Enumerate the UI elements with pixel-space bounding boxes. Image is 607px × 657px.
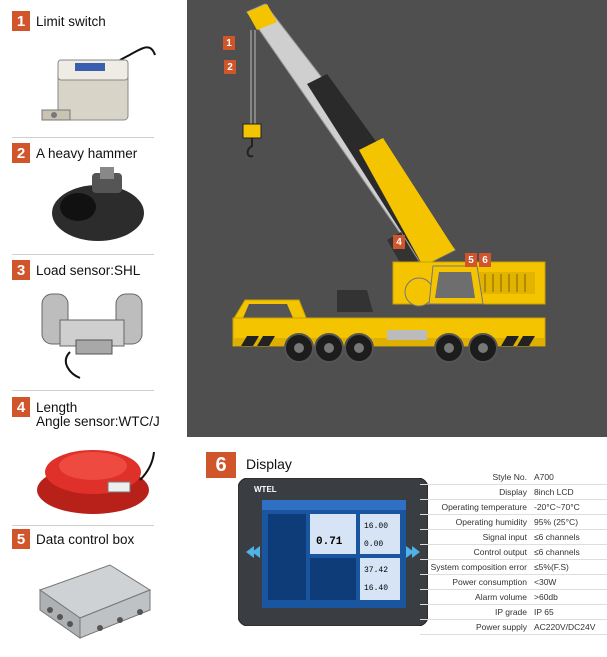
section-5-badge: 5 <box>12 529 30 549</box>
spec-key: IP grade <box>495 607 527 617</box>
spec-key: Operating temperature <box>441 502 527 512</box>
crane-diagram-panel <box>187 0 607 437</box>
display-brand: WTEL <box>254 485 277 494</box>
section-4-badge: 4 <box>12 397 30 417</box>
section-1-title <box>12 10 106 32</box>
spec-key: Style No. <box>492 472 527 482</box>
angle-sensor-image <box>28 432 158 522</box>
spec-key: Display <box>499 487 527 497</box>
crane-marker-5: 5 <box>465 253 477 267</box>
load-sensor-image <box>30 282 160 382</box>
spec-row <box>420 605 607 620</box>
spec-row <box>420 530 607 545</box>
spec-row <box>420 545 607 560</box>
spec-value: >60db <box>534 592 558 602</box>
spec-value: ≤6 channels <box>534 547 580 557</box>
spec-row <box>420 590 607 605</box>
spec-value: -20°C~70°C <box>534 502 580 512</box>
data-control-box-image <box>30 550 160 650</box>
spec-key: Alarm volume <box>475 592 527 602</box>
crane-illustration <box>187 0 607 437</box>
spec-key: Signal input <box>482 532 527 542</box>
section-4-label-2: Angle sensor:WTC/J <box>36 414 160 429</box>
crane-marker-6: 6 <box>479 253 491 267</box>
section-3-title <box>12 259 140 281</box>
spec-value: ≤6 channels <box>534 532 580 542</box>
limit-switch-image <box>30 30 160 135</box>
spec-row <box>420 515 607 530</box>
section-5-label: Data control box <box>36 531 135 547</box>
spec-row <box>420 470 607 485</box>
section-2-title <box>12 142 137 164</box>
display-title: Display <box>246 456 292 472</box>
spec-key: Control output <box>473 547 527 557</box>
spec-row <box>420 500 607 515</box>
screen-value-2: 0.00 <box>364 540 384 549</box>
section-1-badge: 1 <box>12 11 30 31</box>
spec-value: ≤5%(F.S) <box>534 562 569 572</box>
spec-key: Operating humidity <box>455 517 527 527</box>
section-5-title <box>12 528 134 550</box>
section-2-label: A heavy hammer <box>36 145 138 161</box>
crane-marker-4: 4 <box>393 235 405 249</box>
spec-value: 8inch LCD <box>534 487 574 497</box>
spec-key: Power supply <box>475 622 527 632</box>
section-1-label: Limit switch <box>36 13 106 29</box>
spec-key: System composition error <box>430 562 527 572</box>
screen-value-3: 37.42 <box>364 566 389 575</box>
section-3-badge: 3 <box>12 260 30 280</box>
section-2-badge: 2 <box>12 143 30 163</box>
section-4-label: Length <box>36 399 78 415</box>
crane-marker-2: 2 <box>224 60 236 74</box>
display-device-image <box>238 478 428 626</box>
spec-row <box>420 485 607 500</box>
spec-value: AC220V/DC24V <box>534 622 596 632</box>
crane-marker-1: 1 <box>223 36 235 50</box>
spec-row <box>420 575 607 590</box>
spec-row <box>420 620 607 635</box>
spec-key: Power consumption <box>452 577 527 587</box>
screen-value-4: 16.40 <box>364 584 389 593</box>
spec-value: IP 65 <box>534 607 554 617</box>
spec-value: 95% (25°C) <box>534 517 579 527</box>
spec-value: <30W <box>534 577 557 587</box>
screen-value-1: 16.00 <box>364 522 389 531</box>
display-badge: 6 <box>206 452 236 478</box>
heavy-hammer-image <box>30 165 160 250</box>
section-3-label: Load sensor:SHL <box>36 262 141 278</box>
spec-value: A700 <box>534 472 554 482</box>
spec-row <box>420 560 607 575</box>
screen-main-value: 0.71 <box>316 536 343 548</box>
